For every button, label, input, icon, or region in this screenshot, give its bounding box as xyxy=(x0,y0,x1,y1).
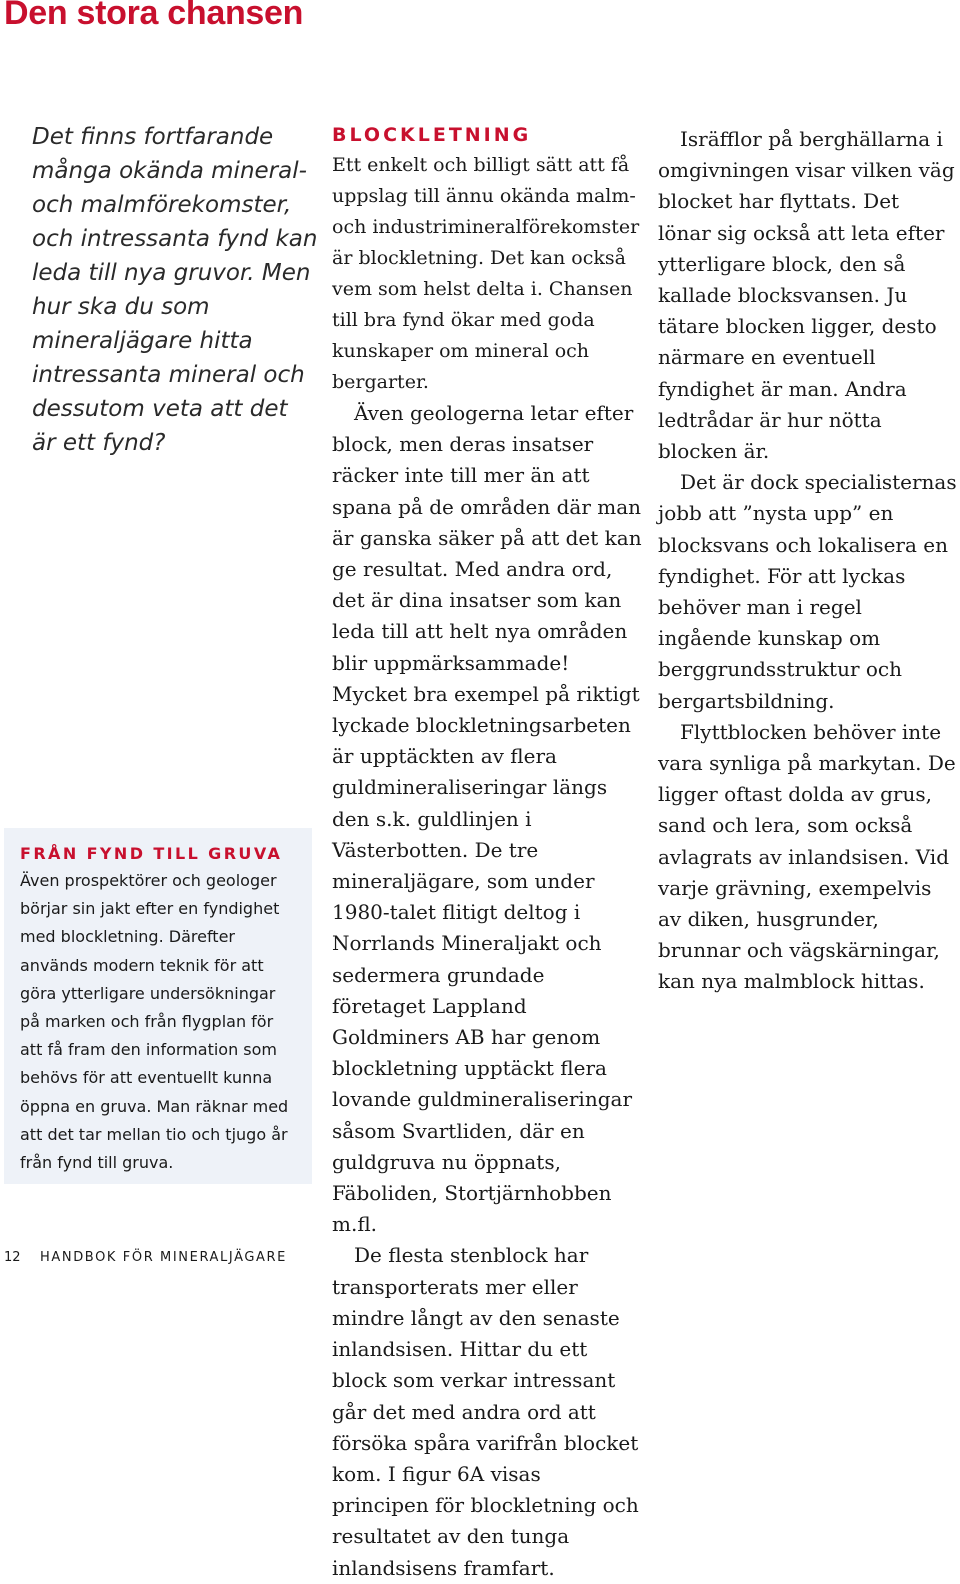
article-column-1 xyxy=(332,120,642,1584)
article-paragraph: De flesta stenblock har transporterats mer eller mindre långt av den senaste inlandsisen. Hittar du ett block som verkar intressant går det med andra ord att försöka spåra varifrån blocket kom. I figur 6A visas principen för blockletning och resultatet av den tunga inlandsisens framfart. xyxy=(332,1243,639,1580)
article-paragraph: Ett enkelt och billigt sätt att få uppslag till ännu okända malm- och industrimineralförekomster är blockletning. Det kan också vem som helst delta i. Chansen till bra fynd ökar med goda kunskaper om mineral och bergarter. xyxy=(332,154,640,393)
article-column-2 xyxy=(658,124,958,998)
book-title: HANDBOK FÖR MINERALJÄGARE xyxy=(40,1250,287,1265)
intro-text xyxy=(32,120,318,460)
article-paragraph: Även geologerna letar efter block, men deras insatser räcker inte till mer än att spana på de områden där man är ganska säker på att det kan ge resultat. Med andra ord, det är dina insatser som kan leda till att helt nya områden blir uppmärksammade! Mycket bra exempel på riktigt lyckade blockletningsarbeten är upptäckten av flera guldmineraliseringar längs den s.k. guldlinjen i Västerbotten. De tre mineraljägare, som under 1980-talet flitigt deltog i Norrlands Mineraljakt och sedermera grundade företaget Lappland Goldminers AB har genom blockletning upptäckt flera lovande guldmineraliseringar såsom Svartliden, där en guldgruva nu öppnats, Fäboliden, Stortjärnhobben m.fl. xyxy=(332,401,642,1237)
page-footer xyxy=(4,1250,287,1265)
article-paragraph: Flyttblocken behöver inte vara synliga på markytan. De ligger oftast dolda av grus, sand och lera, som också avlagrats av inlandsisen. Vid varje grävning, exempelvis av diken, husgrunder, brunnar och vägskärningar, kan nya malmblock hittas. xyxy=(658,719,956,994)
article-heading: BLOCKLETNING xyxy=(332,124,532,146)
article-paragraph: Det är dock specialisternas jobb att ”nysta upp” en blocksvans och lokalisera en fyndighet. För att lyckas behöver man i regel ingående kunskap om berggrundsstruktur och bergartsbildning. xyxy=(658,470,957,713)
sidebar-body: Även prospektörer och geologer börjar sin jakt efter en fyndighet med blockletning. Därefter används modern teknik för att göra ytterligare undersökningar på marken och från flygplan för att få fram den information som behövs för att eventuellt kunna öppna en gruva. Man räknar med att det tar mellan tio och tjugo år från fynd till gruva. xyxy=(20,871,289,1173)
sidebar-box xyxy=(4,828,312,1184)
sidebar-heading: FRÅN FYND TILL GRUVA xyxy=(20,844,283,863)
article-paragraph: Isräfflor på berghällarna i omgivningen visar vilken väg blocket har flyttats. Det lönar sig också att leta efter ytterligare block, den så kallade blocksvansen. Ju tätare blocken ligger, desto närmare en eventuell fyndighet är man. Andra ledtrådar är hur nötta blocken är. xyxy=(658,127,955,464)
page-title: Den stora chansen xyxy=(4,0,304,32)
intro-paragraph: Det finns fortfarande många okända mineral- och malmförekomster, och intressanta fynd kan leda till nya gruvor. Men hur ska du som mineraljägare hitta intressanta mineral och dessutom veta att det är ett fynd? xyxy=(32,124,318,456)
page-number: 12 xyxy=(4,1250,21,1265)
